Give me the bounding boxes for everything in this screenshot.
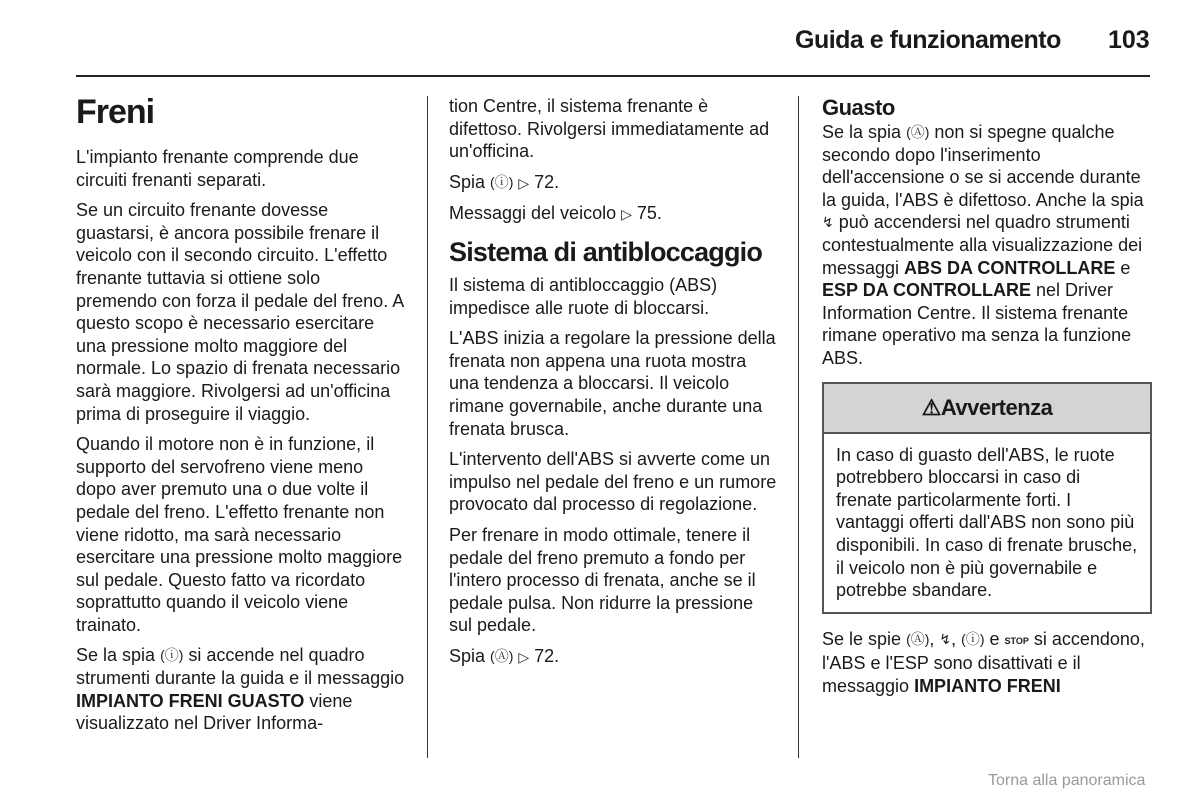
esp-icon: ↯ <box>822 214 834 231</box>
paragraph <box>822 628 1152 698</box>
text-run: Spia <box>449 645 491 666</box>
cross-reference <box>449 202 779 226</box>
message-text: ABS DA CONTROLLARE <box>904 257 1116 278</box>
paragraph: Se un circuito frenante dovesse guastarsi, è ancora possibile frenare il veicolo con il secondo circuito. L'effetto frenante tuttavia si ottiene solo premendo con forza il pedale del freno. A questo scopo è necessario esercitare una pressione molto maggiore del normale. Lo spazio di frenata necessario sarà maggiore. Rivolgersi ad un'officina prima di proseguire il viaggio. <box>76 200 404 424</box>
cross-reference <box>449 171 779 195</box>
page-ref: 72. <box>529 171 560 192</box>
warning-text: In caso di guasto dell'ABS, le ruote potrebbero bloccarsi in caso di frenate particolarmente forti. I vantaggi offerti dall'ABS non sono più disponibili. In caso di frenate brusche, il veicolo non è più governabile e potrebbe sbandare. <box>836 444 1138 601</box>
text-run: Se la spia <box>76 645 161 666</box>
paragraph: L'intervento dell'ABS si avverte come un impulso nel pedale del freno e un rumore provocato dal processo di regolazione. <box>449 449 777 515</box>
esp-icon: ↯ <box>939 630 952 647</box>
column-1 <box>76 90 406 743</box>
page-ref: 72. <box>529 645 560 666</box>
paragraph: Il sistema di antibloccaggio (ABS) impedisce alle ruote di bloccarsi. <box>449 274 718 318</box>
text-run: nel Driver Information Centre. Il sistema frenante rimane operativo ma senza la funzione ABS. <box>822 280 1132 368</box>
paragraph: L'impianto frenante comprende due circuiti frenanti separati. <box>76 147 359 190</box>
running-header-title: Guida e funzionamento <box>795 26 1061 54</box>
text-run: Se le spie <box>822 628 907 649</box>
text-run: Se la spia <box>822 122 907 142</box>
text-run: non si spegne qualche secondo dopo l'inserimento dell'accensione o se si accende durante la guida, l'ABS è difettoso. Anche la spia <box>822 122 1144 210</box>
text-run: si accende nel quadro strumenti durante la guida e il messaggio <box>76 645 405 689</box>
warning-header <box>824 384 1150 434</box>
column-2 <box>449 95 779 676</box>
cross-reference <box>449 645 779 669</box>
brake-warning-icon: (ⓘ) <box>490 173 514 190</box>
message-text: IMPIANTO FRENI GUASTO <box>76 690 305 711</box>
section-heading-abs: Sistema di antibloccaggio <box>449 236 763 267</box>
page-ref: 75. <box>631 203 662 224</box>
text-run: Spia <box>449 171 491 192</box>
header-rule <box>76 75 1150 77</box>
warning-triangle-icon: ⚠ <box>921 394 941 420</box>
abs-icon: (Ⓐ) <box>906 124 930 140</box>
text-run: viene visualizzato nel Driver Informa- <box>76 690 353 734</box>
paragraph: L'ABS inizia a regolare la pressione della frenata non appena una ruota mostra una tendenza a bloccarsi. Il veicolo rimane governabile, anche durante una frenata brusca. <box>449 328 776 439</box>
page-reference-arrow-icon: ▷ <box>621 206 632 223</box>
text-run: si accendono, l'ABS e l'ESP sono disattivati e il messaggio <box>822 628 1145 696</box>
text-run: Messaggi del veicolo <box>449 203 622 224</box>
brake-warning-icon: (ⓘ) <box>961 630 985 647</box>
stop-icon: STOP <box>1004 635 1029 646</box>
page-number: 103 <box>1108 26 1150 54</box>
paragraph <box>76 644 406 734</box>
column-3 <box>822 95 1152 705</box>
text-run: può accendersi nel quadro strumenti contestualmente alla visualizzazione dei messaggi <box>822 212 1143 278</box>
column-divider-1 <box>427 96 428 758</box>
subheading-guasto: Guasto <box>822 95 895 120</box>
back-to-overview-link[interactable]: Torna alla panoramica <box>988 772 1146 789</box>
text-run: e <box>1115 257 1131 278</box>
warning-title: Avvertenza <box>940 394 1053 420</box>
page-reference-arrow-icon: ▷ <box>518 648 530 665</box>
warning-box <box>822 382 1152 614</box>
section-heading-freni: Freni <box>76 93 155 131</box>
abs-icon: (Ⓐ) <box>490 647 514 664</box>
message-text: ESP DA CONTROLLARE <box>822 280 1032 301</box>
paragraph: Quando il motore non è in funzione, il supporto del servofreno viene meno dopo aver premuto una o due volte il pedale del freno. L'effetto frenante non viene ridotto, ma sarà necessario esercitare una pressione molto maggiore sul pedale. Questo fatto va ricordato soprattutto quando il veicolo viene trainato. <box>76 434 403 635</box>
text-run: , <box>929 628 940 649</box>
paragraph <box>822 121 1152 370</box>
text-run: e <box>984 628 1005 649</box>
message-text: IMPIANTO FRENI <box>914 675 1061 696</box>
text-run: , <box>951 628 962 649</box>
paragraph: tion Centre, il sistema frenante è difettoso. Rivolgersi immediatamente ad un'officina. <box>449 96 770 162</box>
column-divider-2 <box>798 96 799 758</box>
paragraph: Per frenare in modo ottimale, tenere il pedale del freno premuto a fondo per l'intero processo di frenata, anche se il pedale pulsa. Non ridurre la pressione sul pedale. <box>449 524 756 636</box>
abs-icon: (Ⓐ) <box>906 630 930 647</box>
brake-warning-icon: (ⓘ) <box>160 647 184 664</box>
page-reference-arrow-icon: ▷ <box>518 174 530 191</box>
